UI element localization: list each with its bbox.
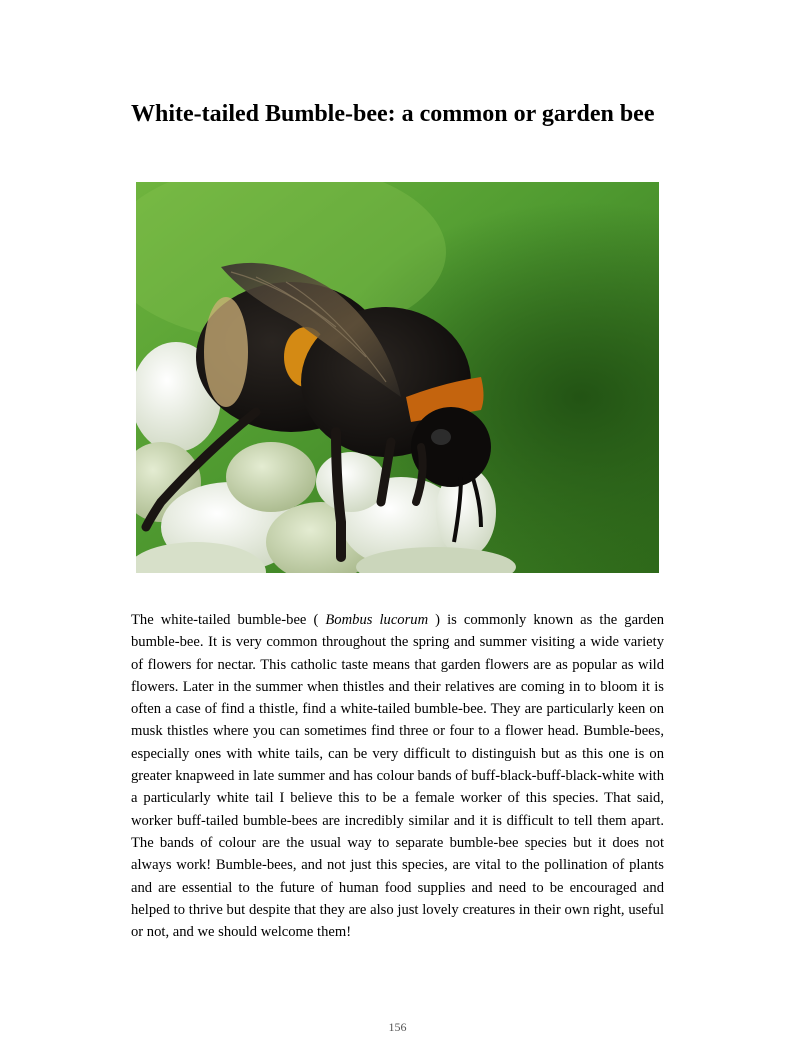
species-name: Bombus lucorum <box>325 612 429 628</box>
page-title: White-tailed Bumble-bee: a common or garden bee <box>131 101 655 127</box>
body-rest: ) is commonly known as the garden bumble-bee. It is very common throughout the spring and summer visiting a wide variety of flowers for nectar. This catholic taste means that garden flowers are as popular as wild flowers. Later in the summer when thistles and their relatives are coming in to bloom it is often a case of find a thistle, find a white-tailed bumble-bee. They are particularly keen on musk thistles where you can sometimes find three or four to a flower head. Bumble-bees, especially ones with white tails, can be very difficult to distinguish but as this one is on greater knapweed in late summer and has colour bands of buff-black-buff-black-white with a particularly white tail I believe this to be a female worker of this species. That said, worker buff-tailed bumble-bees are incredibly similar and it is difficult to tell them apart. The bands of colour are the usual way to separate bumble-bee species but it does not always work! Bumble-bees, and not just this species, are vital to the pollination of plants and are essential to the future of human food supplies and need to be encouraged and helped to thrive but despite that they are also just lovely creatures in their own right, useful or not, and we should welcome them! <box>131 612 664 941</box>
page-number: 156 <box>388 1020 407 1034</box>
body-paragraph <box>131 609 664 943</box>
bumblebee-illustration <box>136 182 659 573</box>
bumblebee-photo <box>136 182 659 573</box>
body-intro: The white-tailed bumble-bee ( <box>131 612 326 628</box>
